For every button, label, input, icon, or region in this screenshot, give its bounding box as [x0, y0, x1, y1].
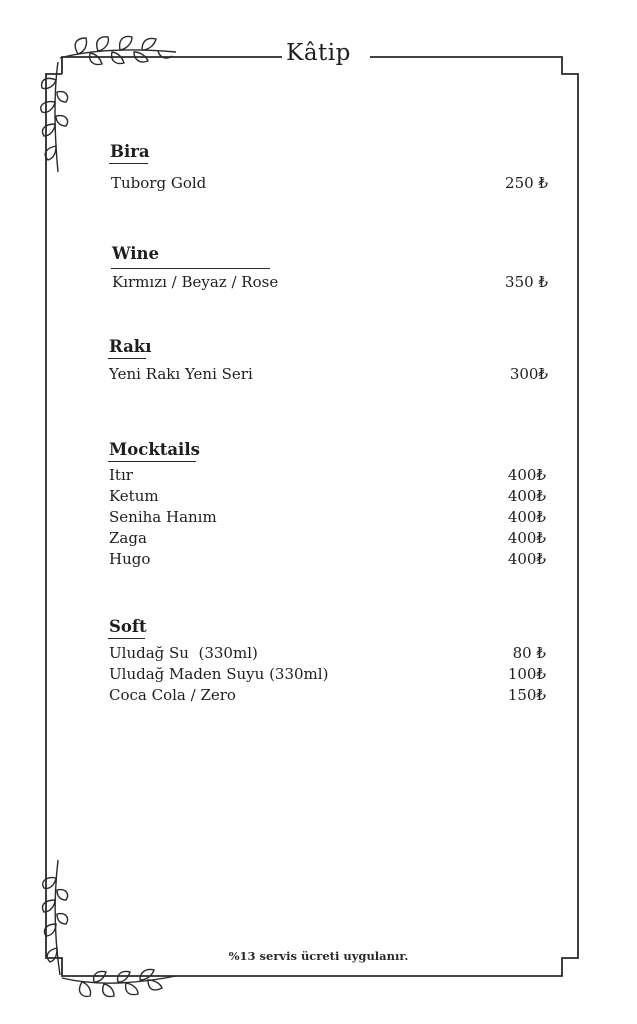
section-title: Rakı [109, 337, 152, 356]
item-price: 300₺ [509, 365, 548, 383]
item-name: Yeni Rakı Yeni Seri [109, 365, 253, 383]
item-name: Ketum [109, 487, 159, 505]
item-name: Tuborg Gold [111, 174, 207, 192]
item-name: Uludağ Su (330ml) [109, 644, 258, 662]
item-name: Zaga [109, 529, 147, 547]
section-title: Mocktails [109, 440, 200, 459]
service-charge-note: %13 servis ücreti uygulanır. [228, 949, 409, 963]
item-price: 250 ₺ [505, 174, 548, 192]
section-title: Wine [112, 244, 160, 263]
item-name: Kırmızı / Beyaz / Rose [112, 273, 279, 291]
item-price: 400₺ [507, 550, 546, 568]
leaf-branch-icon [41, 62, 68, 172]
item-price: 100₺ [507, 665, 546, 683]
section-title: Soft [109, 617, 147, 636]
section-underline [109, 163, 148, 164]
item-name: Coca Cola / Zero [109, 686, 236, 704]
section-underline [108, 358, 146, 359]
item-price: 150₺ [507, 686, 546, 704]
item-name: Itır [109, 466, 133, 484]
page-title-text: Kâtip [282, 40, 355, 66]
item-price: 80 ₺ [512, 644, 546, 662]
item-price: 350 ₺ [505, 273, 548, 291]
item-name: Seniha Hanım [109, 508, 217, 526]
item-price: 400₺ [507, 466, 546, 484]
section-underline [108, 461, 196, 462]
leaf-branch-icon [62, 969, 176, 996]
item-name: Uludağ Maden Suyu (330ml) [109, 665, 329, 683]
section-underline [111, 268, 270, 269]
section-title: Bira [110, 142, 150, 161]
item-price: 400₺ [507, 529, 546, 547]
page-title [0, 40, 637, 66]
item-name: Hugo [109, 550, 151, 568]
item-price: 400₺ [507, 508, 546, 526]
section-underline [108, 638, 145, 639]
item-price: 400₺ [507, 487, 546, 505]
